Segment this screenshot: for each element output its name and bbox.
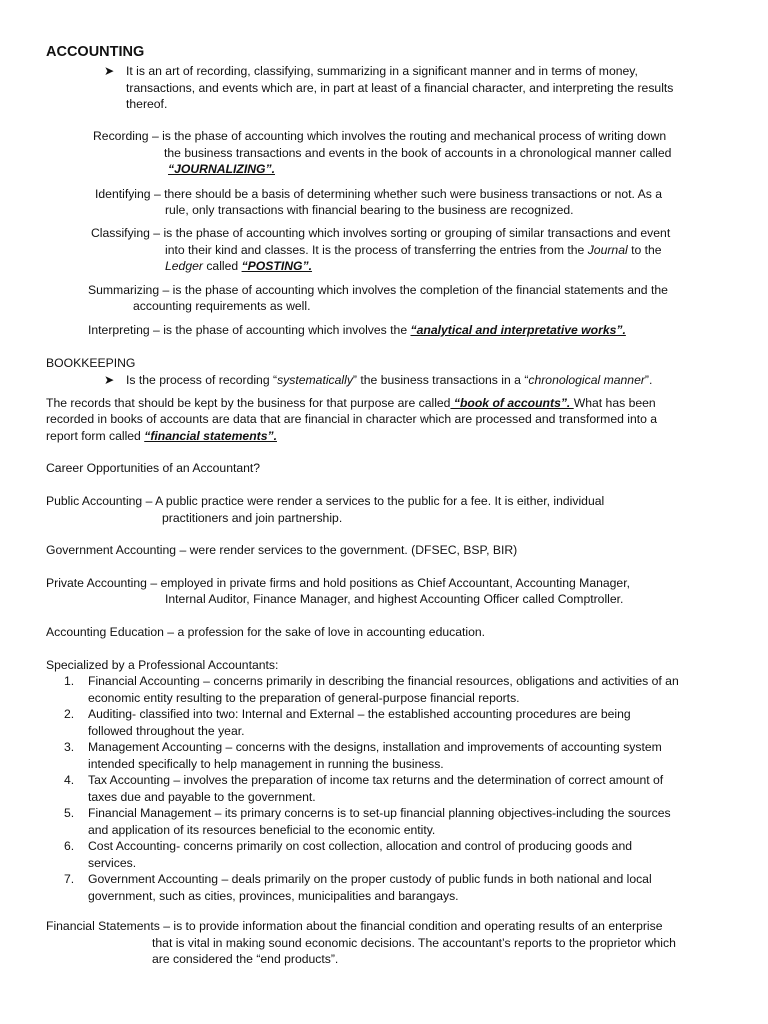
financial-statements-line-3: are considered the “end products”. [152, 952, 339, 966]
financial-statements-line-1: Financial Statements – is to provide information about the financial condition and operating results of an enterprise [46, 919, 663, 933]
classifying-line-2: into their kind and classes. It is the process of transferring the entries from the Journal to the [165, 243, 662, 257]
identifying-line-1: Identifying – there should be a basis of determining whether such were business transactions or not. As a [95, 187, 663, 201]
recording-line-2: the business transactions and events in the book of accounts in a chronological manner called [164, 146, 672, 160]
bookkeeping-para-line-3: report form called “financial statements”. [46, 429, 277, 443]
private-accounting-line-2: Internal Auditor, Finance Manager, and highest Accounting Officer called Comptroller. [165, 592, 624, 606]
classifying-line-1: Classifying – is the phase of accounting which involves sorting or grouping of similar transactions and event [91, 226, 671, 240]
bullet-arrow-icon: ➤ [104, 373, 115, 387]
posting-term: “POSTING”. [241, 259, 313, 273]
public-accounting-line-1: Public Accounting – A public practice were render a services to the public for a fee. It is either, individual [46, 494, 605, 508]
page-title: ACCOUNTING [46, 44, 145, 60]
definition-line-1: It is an art of recording, classifying, summarizing in a significant manner and in terms of money, [126, 64, 638, 78]
list-item: 4. Tax Accounting – involves the preparation of income tax returns and the determination of correct amount of taxes due and payable to the government. [64, 773, 664, 804]
list-item: 6. Cost Accounting- concerns primarily on cost collection, allocation and control of producing goods and services. [64, 839, 633, 870]
specialized-list [64, 673, 679, 904]
list-item: 7. Government Accounting – deals primarily on the proper custody of public funds in both national and local government, such as cities, provinces, municipalities and barangays. [64, 872, 652, 903]
financial-statements-line-2: that is vital in making sound economic decisions. The accountant’s reports to the proprietor which [152, 936, 676, 950]
list-item: 3. Management Accounting – concerns with the designs, installation and improvements of accounting system intended specifically to help management in running the business. [64, 740, 662, 771]
public-accounting-line-2: practitioners and join partnership. [162, 511, 343, 525]
bookkeeping-para-line-2: recorded in books of accounts are data that are financial in character which are processed and transformed into a [46, 412, 658, 426]
summarizing-line-2: accounting requirements as well. [133, 299, 311, 313]
interpreting-line: Interpreting – is the phase of accounting which involves the “analytical and interpretative works”. [88, 323, 626, 337]
specialized-heading: Specialized by a Professional Accountants: [46, 658, 279, 672]
government-accounting-line: Government Accounting – were render services to the government. (DFSEC, BSP, BIR) [46, 543, 518, 557]
private-accounting-line-1: Private Accounting – employed in private firms and hold positions as Chief Accountant, Accounting Manager, [46, 576, 630, 590]
list-item: 1. Financial Accounting – concerns primarily in describing the financial resources, obligations and activities of an economic entity resulting to the preparation of general-purpose financial reports. [64, 674, 679, 705]
analytical-term: “analytical and interpretative works”. [410, 323, 626, 337]
definition-line-2: transactions, and events which are, in part at least of a financial character, and interpreting the results [126, 81, 674, 95]
career-question: Career Opportunities of an Accountant? [46, 461, 261, 475]
bookkeeping-heading: BOOKKEEPING [46, 356, 136, 370]
accounting-education-line: Accounting Education – a profession for the sake of love in accounting education. [46, 625, 486, 639]
definition-line-3: thereof. [126, 97, 168, 111]
book-of-accounts-term: “book of accounts”. [450, 396, 574, 410]
journalizing-term: “JOURNALIZING”. [168, 162, 275, 176]
bookkeeping-definition: Is the process of recording “systematically” the business transactions in a “chronological manner”. [126, 373, 653, 387]
identifying-line-2: rule, only transactions with financial bearing to the business are recognized. [165, 203, 574, 217]
list-item: 2. Auditing- classified into two: Internal and External – the established accounting procedures are being followed throughout the year. [64, 707, 631, 738]
bookkeeping-para-line-1: The records that should be kept by the business for that purpose are called “book of accounts”. What has been [46, 396, 656, 410]
summarizing-line-1: Summarizing – is the phase of accounting which involves the completion of the financial statements and the [88, 283, 668, 297]
list-item: 5. Financial Management – its primary concerns is to set-up financial planning objectives-including the sources and application of its resources beneficial to the economic entity. [64, 806, 671, 837]
recording-line-1: Recording – is the phase of accounting which involves the routing and mechanical process of writing down [93, 129, 667, 143]
classifying-line-3: Ledger called “POSTING”. [165, 259, 313, 273]
bullet-arrow-icon: ➤ [104, 64, 115, 78]
financial-statements-term: “financial statements”. [144, 429, 277, 443]
